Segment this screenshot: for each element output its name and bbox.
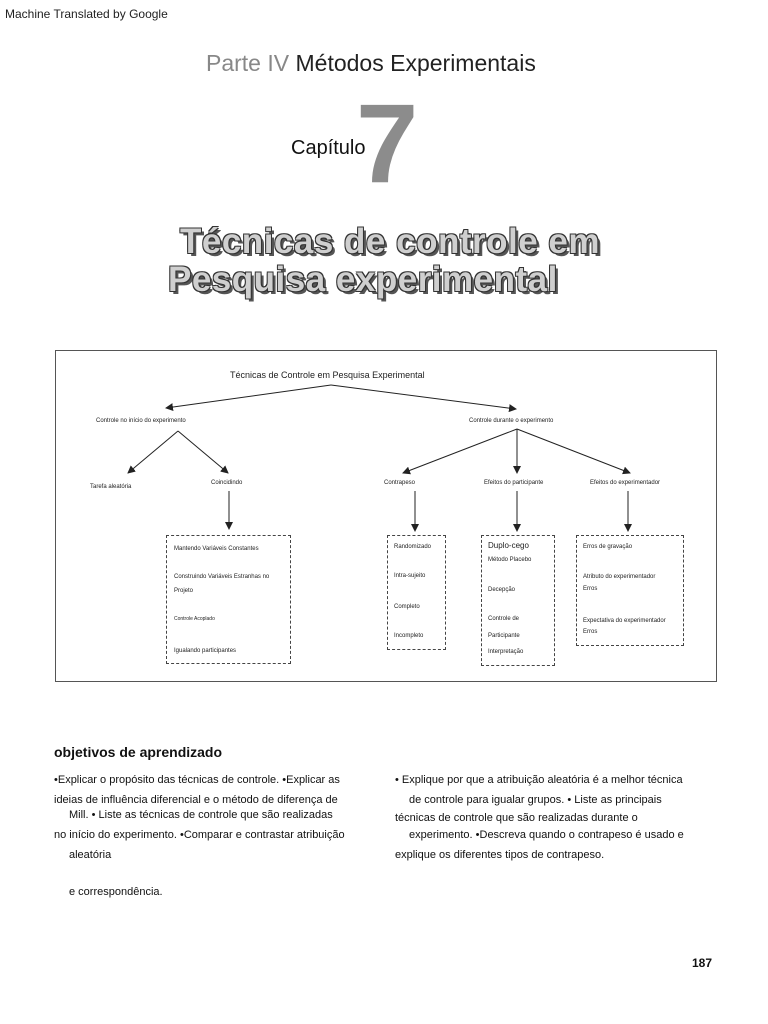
chapter-number: 7 — [356, 81, 415, 206]
objectives-left-line: •Explicar o propósito das técnicas de controle. •Explicar as — [54, 774, 340, 786]
counterbalancing-item: Intra-sujeito — [394, 573, 426, 579]
arrow-to-counterbalance — [403, 429, 517, 473]
part-number: Parte IV — [206, 50, 290, 76]
part-heading — [206, 50, 536, 77]
matching-techniques-box — [166, 535, 291, 664]
node-experimenter-effects: Efeitos do experimentador — [590, 480, 661, 486]
arrow-to-right-branch — [331, 385, 516, 409]
chapter-title-line-1: Técnicas de controle em — [180, 222, 600, 261]
objectives-right-line: • Explique por que a atribuição aleatória é a melhor técnica — [395, 774, 683, 786]
counterbalancing-item: Randomizado — [394, 544, 432, 550]
objectives-right-line: explique os diferentes tipos de contrapeso. — [395, 849, 605, 861]
participant-effects-box — [481, 535, 555, 666]
matching-item: Projeto — [174, 588, 194, 594]
experimenter-item: Erros — [583, 586, 598, 592]
chapter-label: Capítulo — [291, 137, 366, 159]
branch-during-experiment: Controle durante o experimento — [469, 418, 554, 424]
objectives-left-line: no início do experimento. •Comparar e contrastar atribuição — [54, 829, 345, 841]
participant-item: Decepção — [488, 587, 516, 593]
experimenter-item: Atributo do experimentador — [583, 574, 656, 580]
experimenter-item: Erros — [583, 629, 598, 635]
matching-item: Mantendo Variáveis Constantes — [174, 546, 259, 552]
node-participant-effects: Efeitos do participante — [484, 480, 544, 486]
objectives-left-line: e correspondência. — [69, 886, 163, 898]
participant-item: Controle de — [488, 616, 520, 622]
experimenter-item: Erros de gravação — [583, 544, 633, 550]
arrow-to-random-assignment — [128, 431, 178, 473]
participant-item: Interpretação — [488, 649, 524, 655]
experimenter-effects-box — [576, 535, 684, 646]
participant-item: Método Placebo — [488, 557, 532, 563]
matching-item: Igualando participantes — [174, 648, 237, 654]
arrow-to-matching — [178, 431, 228, 473]
control-techniques-diagram — [55, 350, 717, 682]
node-counterbalancing: Contrapeso — [384, 480, 416, 486]
participant-item: Duplo-cego — [488, 541, 529, 550]
counterbalancing-item: Completo — [394, 604, 420, 610]
matching-item: Controle Acoplado — [174, 616, 215, 622]
machine-translation-banner: Machine Translated by Google — [5, 7, 168, 21]
matching-item: Construindo Variáveis Estranhas no — [174, 574, 270, 580]
counterbalancing-box — [387, 535, 446, 650]
page-number: 187 — [692, 956, 713, 970]
node-matching: Coincidindo — [211, 480, 243, 486]
counterbalancing-item: Incompleto — [394, 633, 424, 639]
objectives-left-line: aleatória — [69, 849, 112, 861]
experimenter-item: Expectativa do experimentador — [583, 618, 666, 624]
objectives-left-line: ideias de influência diferencial e o método de diferença de — [54, 794, 338, 806]
node-random-assignment: Tarefa aleatória — [90, 484, 132, 490]
part-title: Métodos Experimentais — [295, 50, 536, 76]
objectives-right-line: experimento. •Descreva quando o contrapeso é usado e — [409, 829, 684, 841]
objectives-right-line: técnicas de controle que são realizadas durante o — [395, 812, 638, 824]
diagram-title: Técnicas de Controle em Pesquisa Experimental — [230, 370, 425, 380]
objectives-left-line: Mill. • Liste as técnicas de controle que são realizadas — [69, 809, 333, 821]
chapter-title-line-2: Pesquisa experimental — [168, 260, 558, 299]
arrow-to-experimenter-effects — [517, 429, 630, 473]
objectives-right-line: de controle para igualar grupos. • Liste as principais — [409, 794, 662, 806]
branch-start-of-experiment: Controle no início do experimento — [96, 418, 186, 424]
learning-objectives-heading: objetivos de aprendizado — [54, 744, 223, 760]
arrow-to-left-branch — [166, 385, 331, 408]
participant-item: Participante — [488, 633, 520, 639]
